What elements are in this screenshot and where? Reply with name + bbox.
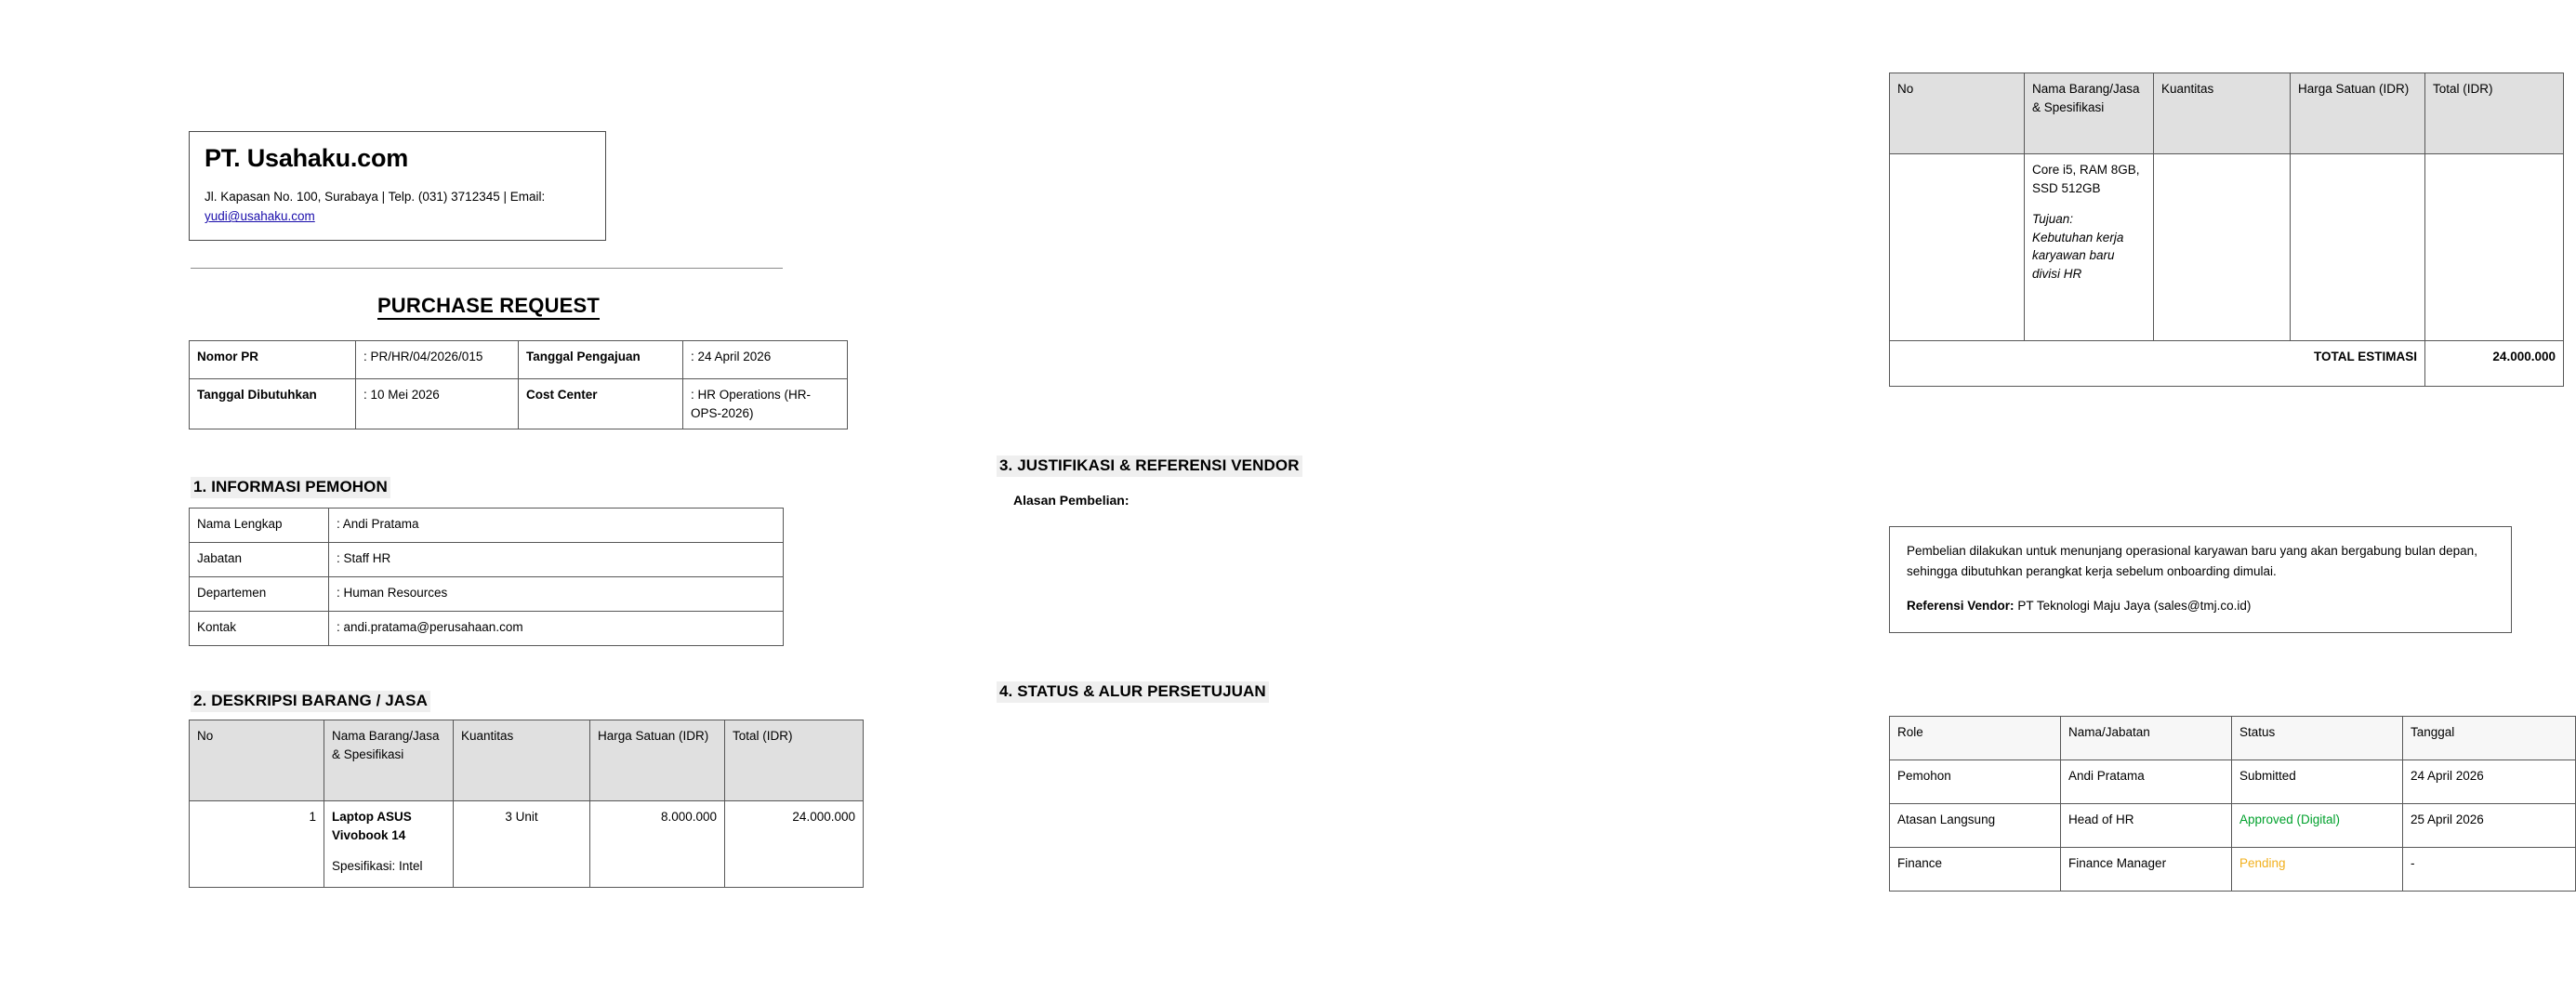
table-row-total (1890, 341, 2564, 387)
justifikasi-box (1889, 526, 2512, 633)
table-row (1890, 154, 2564, 341)
items-table-page2 (1889, 73, 2564, 387)
items2-header-kuantitas: Kuantitas (2154, 73, 2291, 154)
status-header-nama: Nama/Jabatan (2061, 717, 2232, 760)
pr-meta-label-tanggal-dibutuhkan: Tanggal Dibutuhkan (190, 379, 356, 429)
status-badge: Submitted (2232, 760, 2403, 804)
table-row (190, 341, 848, 379)
items2-cell-no (1890, 154, 2025, 341)
items2-cell-harga (2291, 154, 2425, 341)
justifikasi-subheading: Alasan Pembelian: (1013, 493, 1129, 508)
items2-cell-tujuan-text: Kebutuhan kerja karyawan baru divisi HR (2032, 230, 2124, 281)
section-heading-deskripsi-barang: 2. DESKRIPSI BARANG / JASA (191, 691, 430, 712)
status-cell-nama: Andi Pratama (2061, 760, 2232, 804)
items-cell-nama (324, 801, 454, 888)
status-cell-role: Pemohon (1890, 760, 2061, 804)
items2-total-label: TOTAL ESTIMASI (1890, 341, 2425, 387)
table-header-row (1890, 717, 2576, 760)
items-cell-nama-bold: Laptop ASUS Vivobook 14 (332, 810, 412, 842)
pr-meta-value-cost-center: : HR Operations (HR-OPS-2026) (683, 379, 848, 429)
table-row (190, 577, 784, 612)
pemohon-table (189, 508, 784, 646)
pemohon-key-departemen: Departemen (190, 577, 329, 612)
justifikasi-vendor (1907, 596, 2494, 616)
status-cell-tanggal: 24 April 2026 (2403, 760, 2576, 804)
table-row (1890, 760, 2576, 804)
company-name: PT. Usahaku.com (205, 144, 409, 172)
items2-cell-total (2425, 154, 2564, 341)
page-right (892, 0, 2556, 1004)
justifikasi-body: Pembelian dilakukan untuk menunjang operasional karyawan baru yang akan bergabung bulan depan, sehingga dibutuhkan perangkat kerja sebelum onboarding dimulai. (1907, 544, 2477, 578)
items-cell-kuantitas: 3 Unit (454, 801, 590, 888)
items2-header-total: Total (IDR) (2425, 73, 2564, 154)
items2-cell-nama (2025, 154, 2154, 341)
items-header-no: No (190, 720, 324, 801)
status-cell-role: Atasan Langsung (1890, 804, 2061, 848)
pr-meta-label-nomor: Nomor PR (190, 341, 356, 379)
company-address-text: Jl. Kapasan No. 100, Surabaya | Telp. (031) 3712345 | Email: (205, 190, 546, 205)
table-header-row (190, 720, 864, 801)
table-row (190, 612, 784, 646)
items-header-kuantitas: Kuantitas (454, 720, 590, 801)
table-row (190, 801, 864, 888)
document-title (189, 294, 788, 318)
pemohon-key-jabatan: Jabatan (190, 543, 329, 577)
company-header-box (189, 131, 606, 241)
table-header-row (1890, 73, 2564, 154)
items2-header-harga: Harga Satuan (IDR) (2291, 73, 2425, 154)
pemohon-value-nama: : Andi Pratama (329, 509, 784, 543)
items-header-total: Total (IDR) (725, 720, 864, 801)
items2-total-value: 24.000.000 (2425, 341, 2564, 387)
section-heading-status-alur: 4. STATUS & ALUR PERSETUJUAN (997, 681, 1269, 703)
status-header-status: Status (2232, 717, 2403, 760)
items2-header-no: No (1890, 73, 2025, 154)
company-email-link[interactable]: yudi@usahaku.com (205, 209, 315, 224)
justifikasi-vendor-value: PT Teknologi Maju Jaya (sales@tmj.co.id) (2017, 598, 2252, 613)
pemohon-value-departemen: : Human Resources (329, 577, 784, 612)
status-cell-role: Finance (1890, 848, 2061, 892)
status-badge: Pending (2232, 848, 2403, 892)
pr-meta-value-nomor: : PR/HR/04/2026/015 (356, 341, 519, 379)
status-cell-nama: Finance Manager (2061, 848, 2232, 892)
status-badge: Approved (Digital) (2232, 804, 2403, 848)
items-cell-total: 24.000.000 (725, 801, 864, 888)
status-cell-nama: Head of HR (2061, 804, 2232, 848)
table-row (1890, 848, 2576, 892)
items-header-harga: Harga Satuan (IDR) (590, 720, 725, 801)
status-cell-tanggal: - (2403, 848, 2576, 892)
table-row (190, 379, 848, 429)
items2-cell-kuantitas (2154, 154, 2291, 341)
status-cell-tanggal: 25 April 2026 (2403, 804, 2576, 848)
status-table (1889, 716, 2576, 892)
table-row (1890, 804, 2576, 848)
pr-meta-value-tanggal-pengajuan: : 24 April 2026 (683, 341, 848, 379)
items-cell-nama-spec: Spesifikasi: Intel (332, 859, 423, 874)
header-divider (191, 268, 783, 269)
pemohon-key-kontak: Kontak (190, 612, 329, 646)
pr-meta-label-tanggal-pengajuan: Tanggal Pengajuan (519, 341, 683, 379)
table-row (190, 543, 784, 577)
pr-meta-table (189, 340, 848, 429)
section-heading-justifikasi: 3. JUSTIFIKASI & REFERENSI VENDOR (997, 456, 1302, 477)
pr-meta-label-cost-center: Cost Center (519, 379, 683, 429)
company-address (205, 188, 590, 227)
items-header-nama: Nama Barang/Jasa & Spesifikasi (324, 720, 454, 801)
status-header-role: Role (1890, 717, 2061, 760)
pemohon-value-kontak: : andi.pratama@perusahaan.com (329, 612, 784, 646)
items-cell-harga: 8.000.000 (590, 801, 725, 888)
items2-cell-spec-continued: Core i5, RAM 8GB, SSD 512GB (2032, 163, 2140, 195)
pemohon-key-nama: Nama Lengkap (190, 509, 329, 543)
table-row (190, 509, 784, 543)
items2-cell-tujuan-label: Tujuan: (2032, 212, 2074, 227)
items2-header-nama: Nama Barang/Jasa & Spesifikasi (2025, 73, 2154, 154)
items-cell-no: 1 (190, 801, 324, 888)
justifikasi-vendor-label: Referensi Vendor: (1907, 598, 2015, 613)
page-left (0, 0, 892, 1004)
items-table-page1 (189, 720, 864, 888)
section-heading-informasi-pemohon: 1. INFORMASI PEMOHON (191, 477, 390, 498)
status-header-tanggal: Tanggal (2403, 717, 2576, 760)
pemohon-value-jabatan: : Staff HR (329, 543, 784, 577)
pr-meta-value-tanggal-dibutuhkan: : 10 Mei 2026 (356, 379, 519, 429)
document-title-text: PURCHASE REQUEST (377, 294, 600, 320)
